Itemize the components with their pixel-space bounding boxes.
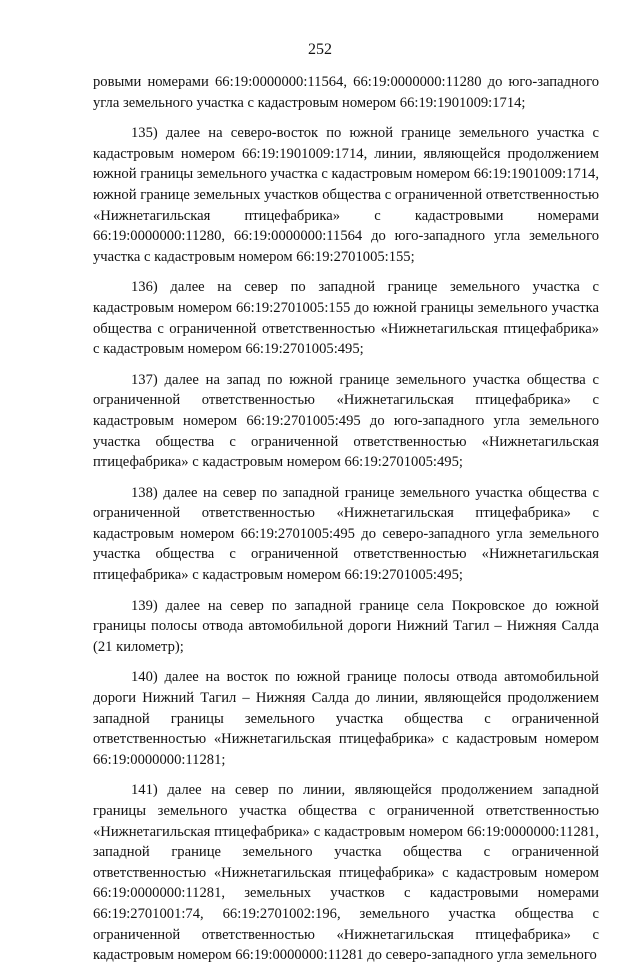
paragraph-item-138: 138) далее на север по западной границе земельного участка общества с ограниченной ответственностью «Нижнетагильская птицефабрика» с кадастровым номером 66:19:2701005:495 до северо-западного угла земельного участка общества с ограниченной ответственностью «Нижнетагильская птицефабрика» с кадастровым номером 66:19:2701005:495; bbox=[93, 484, 599, 584]
paragraph-item-140: 140) далее на восток по южной границе полосы отвода автомобильной дороги Нижний Тагил – Нижняя Салда до линии, являющейся продолжением западной границы земельного участка общества с ограниченной ответственностью «Нижнетагильская птицефабрика» с кадастровым номером 66:19:0000000:11281; bbox=[93, 669, 599, 768]
page-number: 252 bbox=[308, 41, 332, 58]
paragraph-item-141: 141) далее на север по линии, являющейся продолжением западной границы земельного участка общества с ограниченной ответственностью «Нижнетагильская птицефабрика» с кадастровым номером 66:19:0000000:11281, западной границе земельного участка общества с ограниченной ответственностью «Нижнетагильская птицефабрика» с кадастровым номером 66:19:0000000:11281, земельных участков с кадастровыми номерами 66:19:2701001:74, 66:19:2701002:196, земельного участка общества с ограниченной ответственностью «Нижнетагильская птицефабрика» с кадастровым номером 66:19:0000000:11281 до северо-западного угла земельного bbox=[93, 782, 599, 964]
document-body bbox=[93, 72, 599, 966]
paragraph-item-139: 139) далее на север по западной границе села Покровское до южной границы полосы отвода автомобильной дороги Нижний Тагил – Нижняя Салда (21 километр); bbox=[93, 597, 599, 655]
paragraph-item-137: 137) далее на запад по южной границе земельного участка общества с ограниченной ответственностью «Нижнетагильская птицефабрика» с кадастровым номером 66:19:2701005:495 до юго-западного угла земельного участка общества с ограниченной ответственностью «Нижнетагильская птицефабрика» с кадастровым номером 66:19:2701005:495; bbox=[93, 371, 599, 471]
paragraph-item-135: 135) далее на северо-восток по южной границе земельного участка с кадастровым номером 66:19:1901009:1714, линии, являющейся продолжением южной границы земельного участка с кадастровым номером 66:19:1901009:1714, южной границе земельных участков общества с ограниченной ответственностью «Нижнетагильская птицефабрика» с кадастровыми номерами 66:19:0000000:11280, 66:19:0000000:11564 до юго-западного угла земельного участка с кадастровым номером 66:19:2701005:155; bbox=[93, 125, 599, 265]
paragraph-continuation: ровыми номерами 66:19:0000000:11564, 66:19:0000000:11280 до юго-западного угла земельного участка с кадастровым номером 66:19:1901009:1714; bbox=[93, 74, 599, 111]
paragraph-item-136: 136) далее на север по западной границе земельного участка с кадастровым номером 66:19:2701005:155 до южной границы земельного участка общества с ограниченной ответственностью «Нижнетагильская птицефабрика» с кадастровым номером 66:19:2701005:495; bbox=[93, 279, 599, 358]
